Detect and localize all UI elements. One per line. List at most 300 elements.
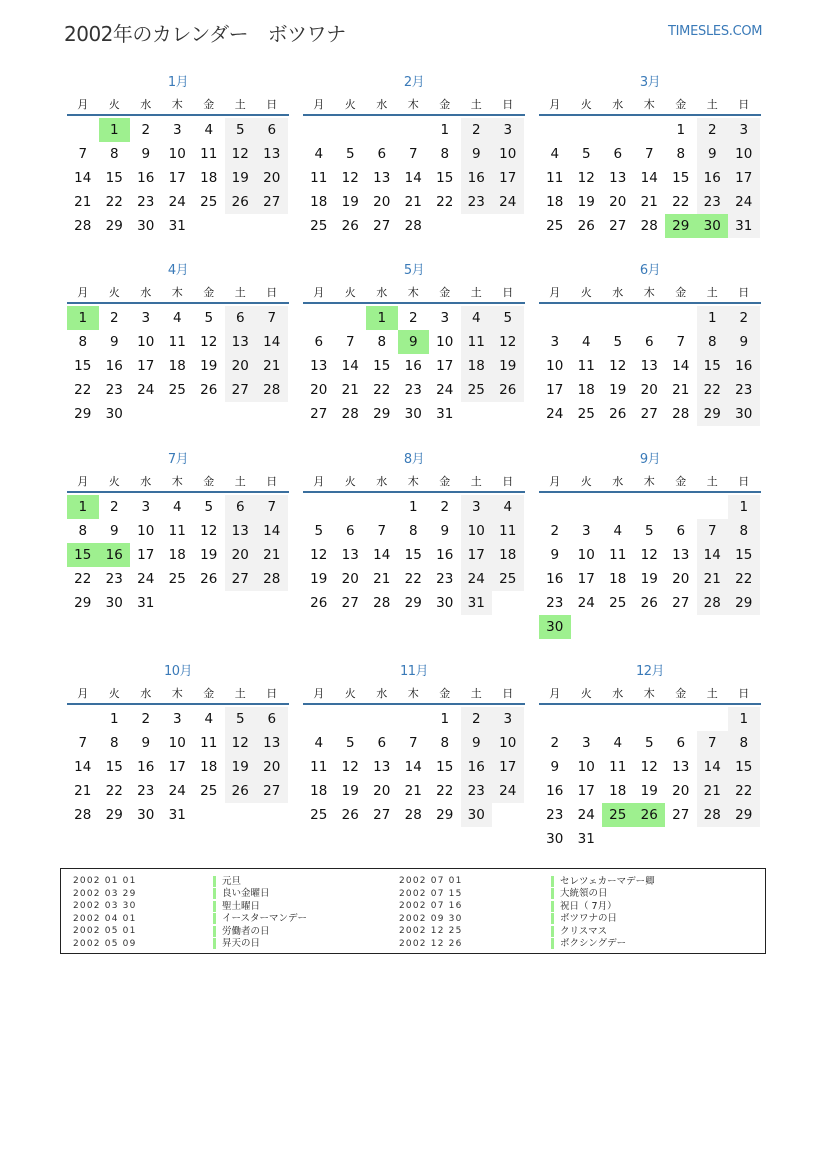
day-cell[interactable]: 8 xyxy=(440,146,450,162)
day-cell[interactable]: 9 xyxy=(109,523,119,539)
day-cell[interactable]: 22 xyxy=(436,783,454,799)
day-cell[interactable]: 7 xyxy=(78,735,88,751)
day-cell[interactable]: 12 xyxy=(341,759,359,775)
day-cell[interactable]: 21 xyxy=(640,194,658,210)
day-cell[interactable]: 22 xyxy=(373,382,391,398)
day-cell[interactable]: 21 xyxy=(404,783,422,799)
day-cell[interactable]: 11 xyxy=(168,523,186,539)
day-cell[interactable]: 6 xyxy=(225,306,257,330)
day-cell[interactable]: 10 xyxy=(168,735,186,751)
day-cell[interactable]: 4 xyxy=(461,306,493,330)
day-cell[interactable]: 27 xyxy=(341,595,359,611)
day-cell[interactable]: 9 xyxy=(398,330,430,354)
day-cell[interactable]: 29 xyxy=(74,406,92,422)
day-cell[interactable]: 4 xyxy=(581,334,591,350)
day-cell[interactable]: 15 xyxy=(105,759,123,775)
day-cell[interactable]: 8 xyxy=(728,731,760,755)
day-cell[interactable]: 26 xyxy=(225,190,257,214)
day-cell[interactable]: 13 xyxy=(225,330,257,354)
day-cell[interactable]: 7 xyxy=(256,306,288,330)
day-cell[interactable]: 11 xyxy=(609,547,627,563)
day-cell[interactable]: 22 xyxy=(728,567,760,591)
day-cell[interactable]: 23 xyxy=(137,194,155,210)
day-cell[interactable]: 15 xyxy=(404,547,422,563)
day-cell[interactable]: 19 xyxy=(225,755,257,779)
day-cell[interactable]: 14 xyxy=(672,358,690,374)
day-cell[interactable]: 20 xyxy=(256,755,288,779)
day-cell[interactable]: 29 xyxy=(373,406,391,422)
day-cell[interactable]: 9 xyxy=(141,735,151,751)
day-cell[interactable]: 19 xyxy=(310,571,328,587)
day-cell[interactable]: 11 xyxy=(310,170,328,186)
day-cell[interactable]: 1 xyxy=(676,122,686,138)
day-cell[interactable]: 22 xyxy=(672,194,690,210)
day-cell[interactable]: 26 xyxy=(225,779,257,803)
day-cell[interactable]: 14 xyxy=(341,358,359,374)
day-cell[interactable]: 15 xyxy=(697,354,729,378)
day-cell[interactable]: 14 xyxy=(640,170,658,186)
day-cell[interactable]: 13 xyxy=(310,358,328,374)
day-cell[interactable]: 20 xyxy=(341,571,359,587)
day-cell[interactable]: 28 xyxy=(74,218,92,234)
day-cell[interactable]: 1 xyxy=(366,306,398,330)
day-cell[interactable]: 25 xyxy=(200,194,218,210)
day-cell[interactable]: 6 xyxy=(225,495,257,519)
day-cell[interactable]: 29 xyxy=(436,807,454,823)
day-cell[interactable]: 13 xyxy=(672,759,690,775)
day-cell[interactable]: 10 xyxy=(492,731,524,755)
day-cell[interactable]: 2 xyxy=(461,118,493,142)
day-cell[interactable]: 21 xyxy=(672,382,690,398)
day-cell[interactable]: 17 xyxy=(137,358,155,374)
day-cell[interactable]: 18 xyxy=(168,547,186,563)
day-cell[interactable]: 31 xyxy=(436,406,454,422)
day-cell[interactable]: 27 xyxy=(640,406,658,422)
day-cell[interactable]: 26 xyxy=(341,807,359,823)
day-cell[interactable]: 27 xyxy=(225,378,257,402)
day-cell[interactable]: 16 xyxy=(105,358,123,374)
day-cell[interactable]: 9 xyxy=(461,142,493,166)
day-cell[interactable]: 24 xyxy=(436,382,454,398)
day-cell[interactable]: 15 xyxy=(728,543,760,567)
day-cell[interactable]: 30 xyxy=(436,595,454,611)
day-cell[interactable]: 17 xyxy=(577,783,595,799)
day-cell[interactable]: 3 xyxy=(581,735,591,751)
day-cell[interactable]: 28 xyxy=(697,803,729,827)
day-cell[interactable]: 10 xyxy=(577,547,595,563)
day-cell[interactable]: 1 xyxy=(67,495,99,519)
day-cell[interactable]: 7 xyxy=(697,519,729,543)
day-cell[interactable]: 15 xyxy=(728,755,760,779)
day-cell[interactable]: 24 xyxy=(546,406,564,422)
day-cell[interactable]: 21 xyxy=(404,194,422,210)
day-cell[interactable]: 4 xyxy=(613,735,623,751)
day-cell[interactable]: 14 xyxy=(74,759,92,775)
day-cell[interactable]: 5 xyxy=(225,118,257,142)
day-cell[interactable]: 4 xyxy=(314,735,324,751)
day-cell[interactable]: 17 xyxy=(137,547,155,563)
day-cell[interactable]: 28 xyxy=(74,807,92,823)
day-cell[interactable]: 23 xyxy=(461,779,493,803)
day-cell[interactable]: 22 xyxy=(404,571,422,587)
day-cell[interactable]: 21 xyxy=(373,571,391,587)
day-cell[interactable]: 11 xyxy=(200,146,218,162)
day-cell[interactable]: 19 xyxy=(577,194,595,210)
day-cell[interactable]: 4 xyxy=(550,146,560,162)
day-cell[interactable]: 12 xyxy=(200,523,218,539)
day-cell[interactable]: 30 xyxy=(539,615,571,639)
day-cell[interactable]: 17 xyxy=(436,358,454,374)
day-cell[interactable]: 12 xyxy=(225,731,257,755)
day-cell[interactable]: 28 xyxy=(640,218,658,234)
day-cell[interactable]: 2 xyxy=(109,310,119,326)
day-cell[interactable]: 2 xyxy=(408,310,418,326)
day-cell[interactable]: 25 xyxy=(602,803,634,827)
day-cell[interactable]: 12 xyxy=(640,759,658,775)
day-cell[interactable]: 16 xyxy=(436,547,454,563)
day-cell[interactable]: 15 xyxy=(436,759,454,775)
day-cell[interactable]: 6 xyxy=(613,146,623,162)
day-cell[interactable]: 26 xyxy=(609,406,627,422)
day-cell[interactable]: 31 xyxy=(168,218,186,234)
day-cell[interactable]: 16 xyxy=(137,759,155,775)
day-cell[interactable]: 5 xyxy=(204,310,214,326)
day-cell[interactable]: 31 xyxy=(137,595,155,611)
day-cell[interactable]: 6 xyxy=(377,735,387,751)
day-cell[interactable]: 5 xyxy=(644,735,654,751)
day-cell[interactable]: 7 xyxy=(408,735,418,751)
day-cell[interactable]: 9 xyxy=(550,547,560,563)
day-cell[interactable]: 13 xyxy=(256,731,288,755)
day-cell[interactable]: 26 xyxy=(341,218,359,234)
day-cell[interactable]: 25 xyxy=(200,783,218,799)
day-cell[interactable]: 22 xyxy=(74,382,92,398)
day-cell[interactable]: 24 xyxy=(168,194,186,210)
day-cell[interactable]: 3 xyxy=(172,122,182,138)
day-cell[interactable]: 7 xyxy=(256,495,288,519)
day-cell[interactable]: 23 xyxy=(404,382,422,398)
day-cell[interactable]: 23 xyxy=(105,571,123,587)
day-cell[interactable]: 1 xyxy=(99,118,131,142)
day-cell[interactable]: 1 xyxy=(440,122,450,138)
day-cell[interactable]: 7 xyxy=(78,146,88,162)
day-cell[interactable]: 29 xyxy=(728,591,760,615)
day-cell[interactable]: 19 xyxy=(640,783,658,799)
day-cell[interactable]: 5 xyxy=(581,146,591,162)
day-cell[interactable]: 6 xyxy=(256,118,288,142)
day-cell[interactable]: 9 xyxy=(728,330,760,354)
day-cell[interactable]: 2 xyxy=(109,499,119,515)
day-cell[interactable]: 30 xyxy=(137,807,155,823)
day-cell[interactable]: 22 xyxy=(697,378,729,402)
day-cell[interactable]: 28 xyxy=(672,406,690,422)
day-cell[interactable]: 4 xyxy=(172,499,182,515)
day-cell[interactable]: 18 xyxy=(310,194,328,210)
day-cell[interactable]: 9 xyxy=(697,142,729,166)
day-cell[interactable]: 17 xyxy=(546,382,564,398)
day-cell[interactable]: 20 xyxy=(225,354,257,378)
day-cell[interactable]: 21 xyxy=(697,567,729,591)
day-cell[interactable]: 5 xyxy=(613,334,623,350)
day-cell[interactable]: 11 xyxy=(577,358,595,374)
day-cell[interactable]: 11 xyxy=(461,330,493,354)
day-cell[interactable]: 2 xyxy=(550,523,560,539)
day-cell[interactable]: 13 xyxy=(609,170,627,186)
day-cell[interactable]: 19 xyxy=(200,358,218,374)
day-cell[interactable]: 28 xyxy=(373,595,391,611)
day-cell[interactable]: 4 xyxy=(204,711,214,727)
day-cell[interactable]: 4 xyxy=(314,146,324,162)
day-cell[interactable]: 3 xyxy=(581,523,591,539)
day-cell[interactable]: 25 xyxy=(310,218,328,234)
day-cell[interactable]: 20 xyxy=(373,783,391,799)
day-cell[interactable]: 7 xyxy=(697,731,729,755)
day-cell[interactable]: 21 xyxy=(256,543,288,567)
day-cell[interactable]: 13 xyxy=(341,547,359,563)
day-cell[interactable]: 14 xyxy=(697,543,729,567)
day-cell[interactable]: 24 xyxy=(728,190,760,214)
day-cell[interactable]: 18 xyxy=(546,194,564,210)
day-cell[interactable]: 24 xyxy=(168,783,186,799)
day-cell[interactable]: 26 xyxy=(577,218,595,234)
day-cell[interactable]: 10 xyxy=(728,142,760,166)
day-cell[interactable]: 22 xyxy=(74,571,92,587)
day-cell[interactable]: 17 xyxy=(492,166,524,190)
day-cell[interactable]: 26 xyxy=(200,571,218,587)
day-cell[interactable]: 8 xyxy=(408,523,418,539)
day-cell[interactable]: 2 xyxy=(440,499,450,515)
day-cell[interactable]: 18 xyxy=(200,759,218,775)
day-cell[interactable]: 9 xyxy=(109,334,119,350)
day-cell[interactable]: 1 xyxy=(440,711,450,727)
day-cell[interactable]: 23 xyxy=(137,783,155,799)
day-cell[interactable]: 25 xyxy=(310,807,328,823)
day-cell[interactable]: 25 xyxy=(461,378,493,402)
day-cell[interactable]: 16 xyxy=(728,354,760,378)
day-cell[interactable]: 24 xyxy=(577,807,595,823)
day-cell[interactable]: 6 xyxy=(676,523,686,539)
day-cell[interactable]: 31 xyxy=(577,831,595,847)
day-cell[interactable]: 22 xyxy=(436,194,454,210)
day-cell[interactable]: 27 xyxy=(256,779,288,803)
day-cell[interactable]: 25 xyxy=(546,218,564,234)
day-cell[interactable]: 5 xyxy=(314,523,324,539)
day-cell[interactable]: 28 xyxy=(256,567,288,591)
day-cell[interactable]: 25 xyxy=(609,595,627,611)
day-cell[interactable]: 2 xyxy=(697,118,729,142)
day-cell[interactable]: 23 xyxy=(546,595,564,611)
day-cell[interactable]: 8 xyxy=(78,523,88,539)
day-cell[interactable]: 29 xyxy=(105,218,123,234)
day-cell[interactable]: 12 xyxy=(492,330,524,354)
day-cell[interactable]: 10 xyxy=(577,759,595,775)
day-cell[interactable]: 2 xyxy=(461,707,493,731)
day-cell[interactable]: 12 xyxy=(225,142,257,166)
day-cell[interactable]: 14 xyxy=(256,330,288,354)
day-cell[interactable]: 18 xyxy=(168,358,186,374)
day-cell[interactable]: 29 xyxy=(74,595,92,611)
day-cell[interactable]: 10 xyxy=(436,334,454,350)
day-cell[interactable]: 6 xyxy=(345,523,355,539)
day-cell[interactable]: 25 xyxy=(492,567,524,591)
day-cell[interactable]: 18 xyxy=(310,783,328,799)
day-cell[interactable]: 1 xyxy=(67,306,99,330)
day-cell[interactable]: 4 xyxy=(204,122,214,138)
day-cell[interactable]: 23 xyxy=(546,807,564,823)
day-cell[interactable]: 20 xyxy=(373,194,391,210)
day-cell[interactable]: 28 xyxy=(697,591,729,615)
day-cell[interactable]: 31 xyxy=(168,807,186,823)
day-cell[interactable]: 14 xyxy=(256,519,288,543)
day-cell[interactable]: 16 xyxy=(461,166,493,190)
day-cell[interactable]: 6 xyxy=(314,334,324,350)
brand-logo[interactable]: TIMESLES.COM xyxy=(668,24,763,39)
day-cell[interactable]: 28 xyxy=(404,807,422,823)
day-cell[interactable]: 14 xyxy=(404,170,422,186)
day-cell[interactable]: 24 xyxy=(492,190,524,214)
day-cell[interactable]: 8 xyxy=(440,735,450,751)
day-cell[interactable]: 17 xyxy=(168,170,186,186)
day-cell[interactable]: 18 xyxy=(577,382,595,398)
day-cell[interactable]: 29 xyxy=(728,803,760,827)
day-cell[interactable]: 21 xyxy=(697,779,729,803)
day-cell[interactable]: 22 xyxy=(105,783,123,799)
day-cell[interactable]: 13 xyxy=(373,170,391,186)
day-cell[interactable]: 10 xyxy=(137,334,155,350)
day-cell[interactable]: 22 xyxy=(105,194,123,210)
day-cell[interactable]: 10 xyxy=(546,358,564,374)
day-cell[interactable]: 8 xyxy=(109,735,119,751)
day-cell[interactable]: 19 xyxy=(225,166,257,190)
day-cell[interactable]: 27 xyxy=(256,190,288,214)
day-cell[interactable]: 24 xyxy=(492,779,524,803)
day-cell[interactable]: 16 xyxy=(99,543,131,567)
day-cell[interactable]: 23 xyxy=(461,190,493,214)
day-cell[interactable]: 7 xyxy=(345,334,355,350)
day-cell[interactable]: 19 xyxy=(640,571,658,587)
day-cell[interactable]: 4 xyxy=(492,495,524,519)
day-cell[interactable]: 20 xyxy=(256,166,288,190)
day-cell[interactable]: 19 xyxy=(492,354,524,378)
day-cell[interactable]: 9 xyxy=(550,759,560,775)
day-cell[interactable]: 26 xyxy=(640,595,658,611)
day-cell[interactable]: 3 xyxy=(492,118,524,142)
day-cell[interactable]: 11 xyxy=(310,759,328,775)
day-cell[interactable]: 25 xyxy=(168,571,186,587)
day-cell[interactable]: 7 xyxy=(644,146,654,162)
day-cell[interactable]: 20 xyxy=(225,543,257,567)
day-cell[interactable]: 2 xyxy=(550,735,560,751)
day-cell[interactable]: 26 xyxy=(310,595,328,611)
day-cell[interactable]: 19 xyxy=(200,547,218,563)
day-cell[interactable]: 14 xyxy=(373,547,391,563)
day-cell[interactable]: 1 xyxy=(728,707,760,731)
day-cell[interactable]: 19 xyxy=(341,783,359,799)
day-cell[interactable]: 26 xyxy=(492,378,524,402)
day-cell[interactable]: 21 xyxy=(74,194,92,210)
day-cell[interactable]: 15 xyxy=(672,170,690,186)
day-cell[interactable]: 12 xyxy=(640,547,658,563)
day-cell[interactable]: 29 xyxy=(697,402,729,426)
day-cell[interactable]: 30 xyxy=(105,406,123,422)
day-cell[interactable]: 11 xyxy=(546,170,564,186)
day-cell[interactable]: 16 xyxy=(546,571,564,587)
day-cell[interactable]: 20 xyxy=(609,194,627,210)
day-cell[interactable]: 9 xyxy=(440,523,450,539)
day-cell[interactable]: 30 xyxy=(404,406,422,422)
day-cell[interactable]: 3 xyxy=(492,707,524,731)
day-cell[interactable]: 30 xyxy=(546,831,564,847)
day-cell[interactable]: 27 xyxy=(672,595,690,611)
day-cell[interactable]: 29 xyxy=(105,807,123,823)
day-cell[interactable]: 2 xyxy=(728,306,760,330)
day-cell[interactable]: 24 xyxy=(577,595,595,611)
day-cell[interactable]: 8 xyxy=(109,146,119,162)
day-cell[interactable]: 5 xyxy=(225,707,257,731)
day-cell[interactable]: 27 xyxy=(373,807,391,823)
day-cell[interactable]: 31 xyxy=(728,214,760,238)
day-cell[interactable]: 3 xyxy=(172,711,182,727)
day-cell[interactable]: 29 xyxy=(404,595,422,611)
day-cell[interactable]: 31 xyxy=(461,591,493,615)
day-cell[interactable]: 28 xyxy=(404,218,422,234)
day-cell[interactable]: 21 xyxy=(74,783,92,799)
day-cell[interactable]: 18 xyxy=(461,354,493,378)
day-cell[interactable]: 4 xyxy=(172,310,182,326)
day-cell[interactable]: 30 xyxy=(697,214,729,238)
day-cell[interactable]: 17 xyxy=(461,543,493,567)
day-cell[interactable]: 8 xyxy=(377,334,387,350)
day-cell[interactable]: 6 xyxy=(676,735,686,751)
day-cell[interactable]: 5 xyxy=(644,523,654,539)
day-cell[interactable]: 20 xyxy=(672,783,690,799)
day-cell[interactable]: 7 xyxy=(676,334,686,350)
day-cell[interactable]: 14 xyxy=(404,759,422,775)
day-cell[interactable]: 15 xyxy=(105,170,123,186)
day-cell[interactable]: 15 xyxy=(74,358,92,374)
day-cell[interactable]: 4 xyxy=(613,523,623,539)
day-cell[interactable]: 23 xyxy=(436,571,454,587)
day-cell[interactable]: 22 xyxy=(728,779,760,803)
day-cell[interactable]: 27 xyxy=(609,218,627,234)
day-cell[interactable]: 10 xyxy=(492,142,524,166)
day-cell[interactable]: 8 xyxy=(728,519,760,543)
day-cell[interactable]: 1 xyxy=(109,711,119,727)
day-cell[interactable]: 1 xyxy=(728,495,760,519)
day-cell[interactable]: 5 xyxy=(345,146,355,162)
day-cell[interactable]: 23 xyxy=(105,382,123,398)
day-cell[interactable]: 11 xyxy=(168,334,186,350)
day-cell[interactable]: 30 xyxy=(105,595,123,611)
day-cell[interactable]: 24 xyxy=(461,567,493,591)
day-cell[interactable]: 27 xyxy=(225,567,257,591)
day-cell[interactable]: 8 xyxy=(676,146,686,162)
day-cell[interactable]: 5 xyxy=(492,306,524,330)
day-cell[interactable]: 2 xyxy=(141,711,151,727)
day-cell[interactable]: 18 xyxy=(492,543,524,567)
day-cell[interactable]: 16 xyxy=(137,170,155,186)
day-cell[interactable]: 10 xyxy=(168,146,186,162)
day-cell[interactable]: 17 xyxy=(492,755,524,779)
day-cell[interactable]: 29 xyxy=(665,214,697,238)
day-cell[interactable]: 6 xyxy=(644,334,654,350)
day-cell[interactable]: 16 xyxy=(404,358,422,374)
day-cell[interactable]: 27 xyxy=(373,218,391,234)
day-cell[interactable]: 25 xyxy=(577,406,595,422)
day-cell[interactable]: 10 xyxy=(137,523,155,539)
day-cell[interactable]: 12 xyxy=(341,170,359,186)
day-cell[interactable]: 23 xyxy=(697,190,729,214)
